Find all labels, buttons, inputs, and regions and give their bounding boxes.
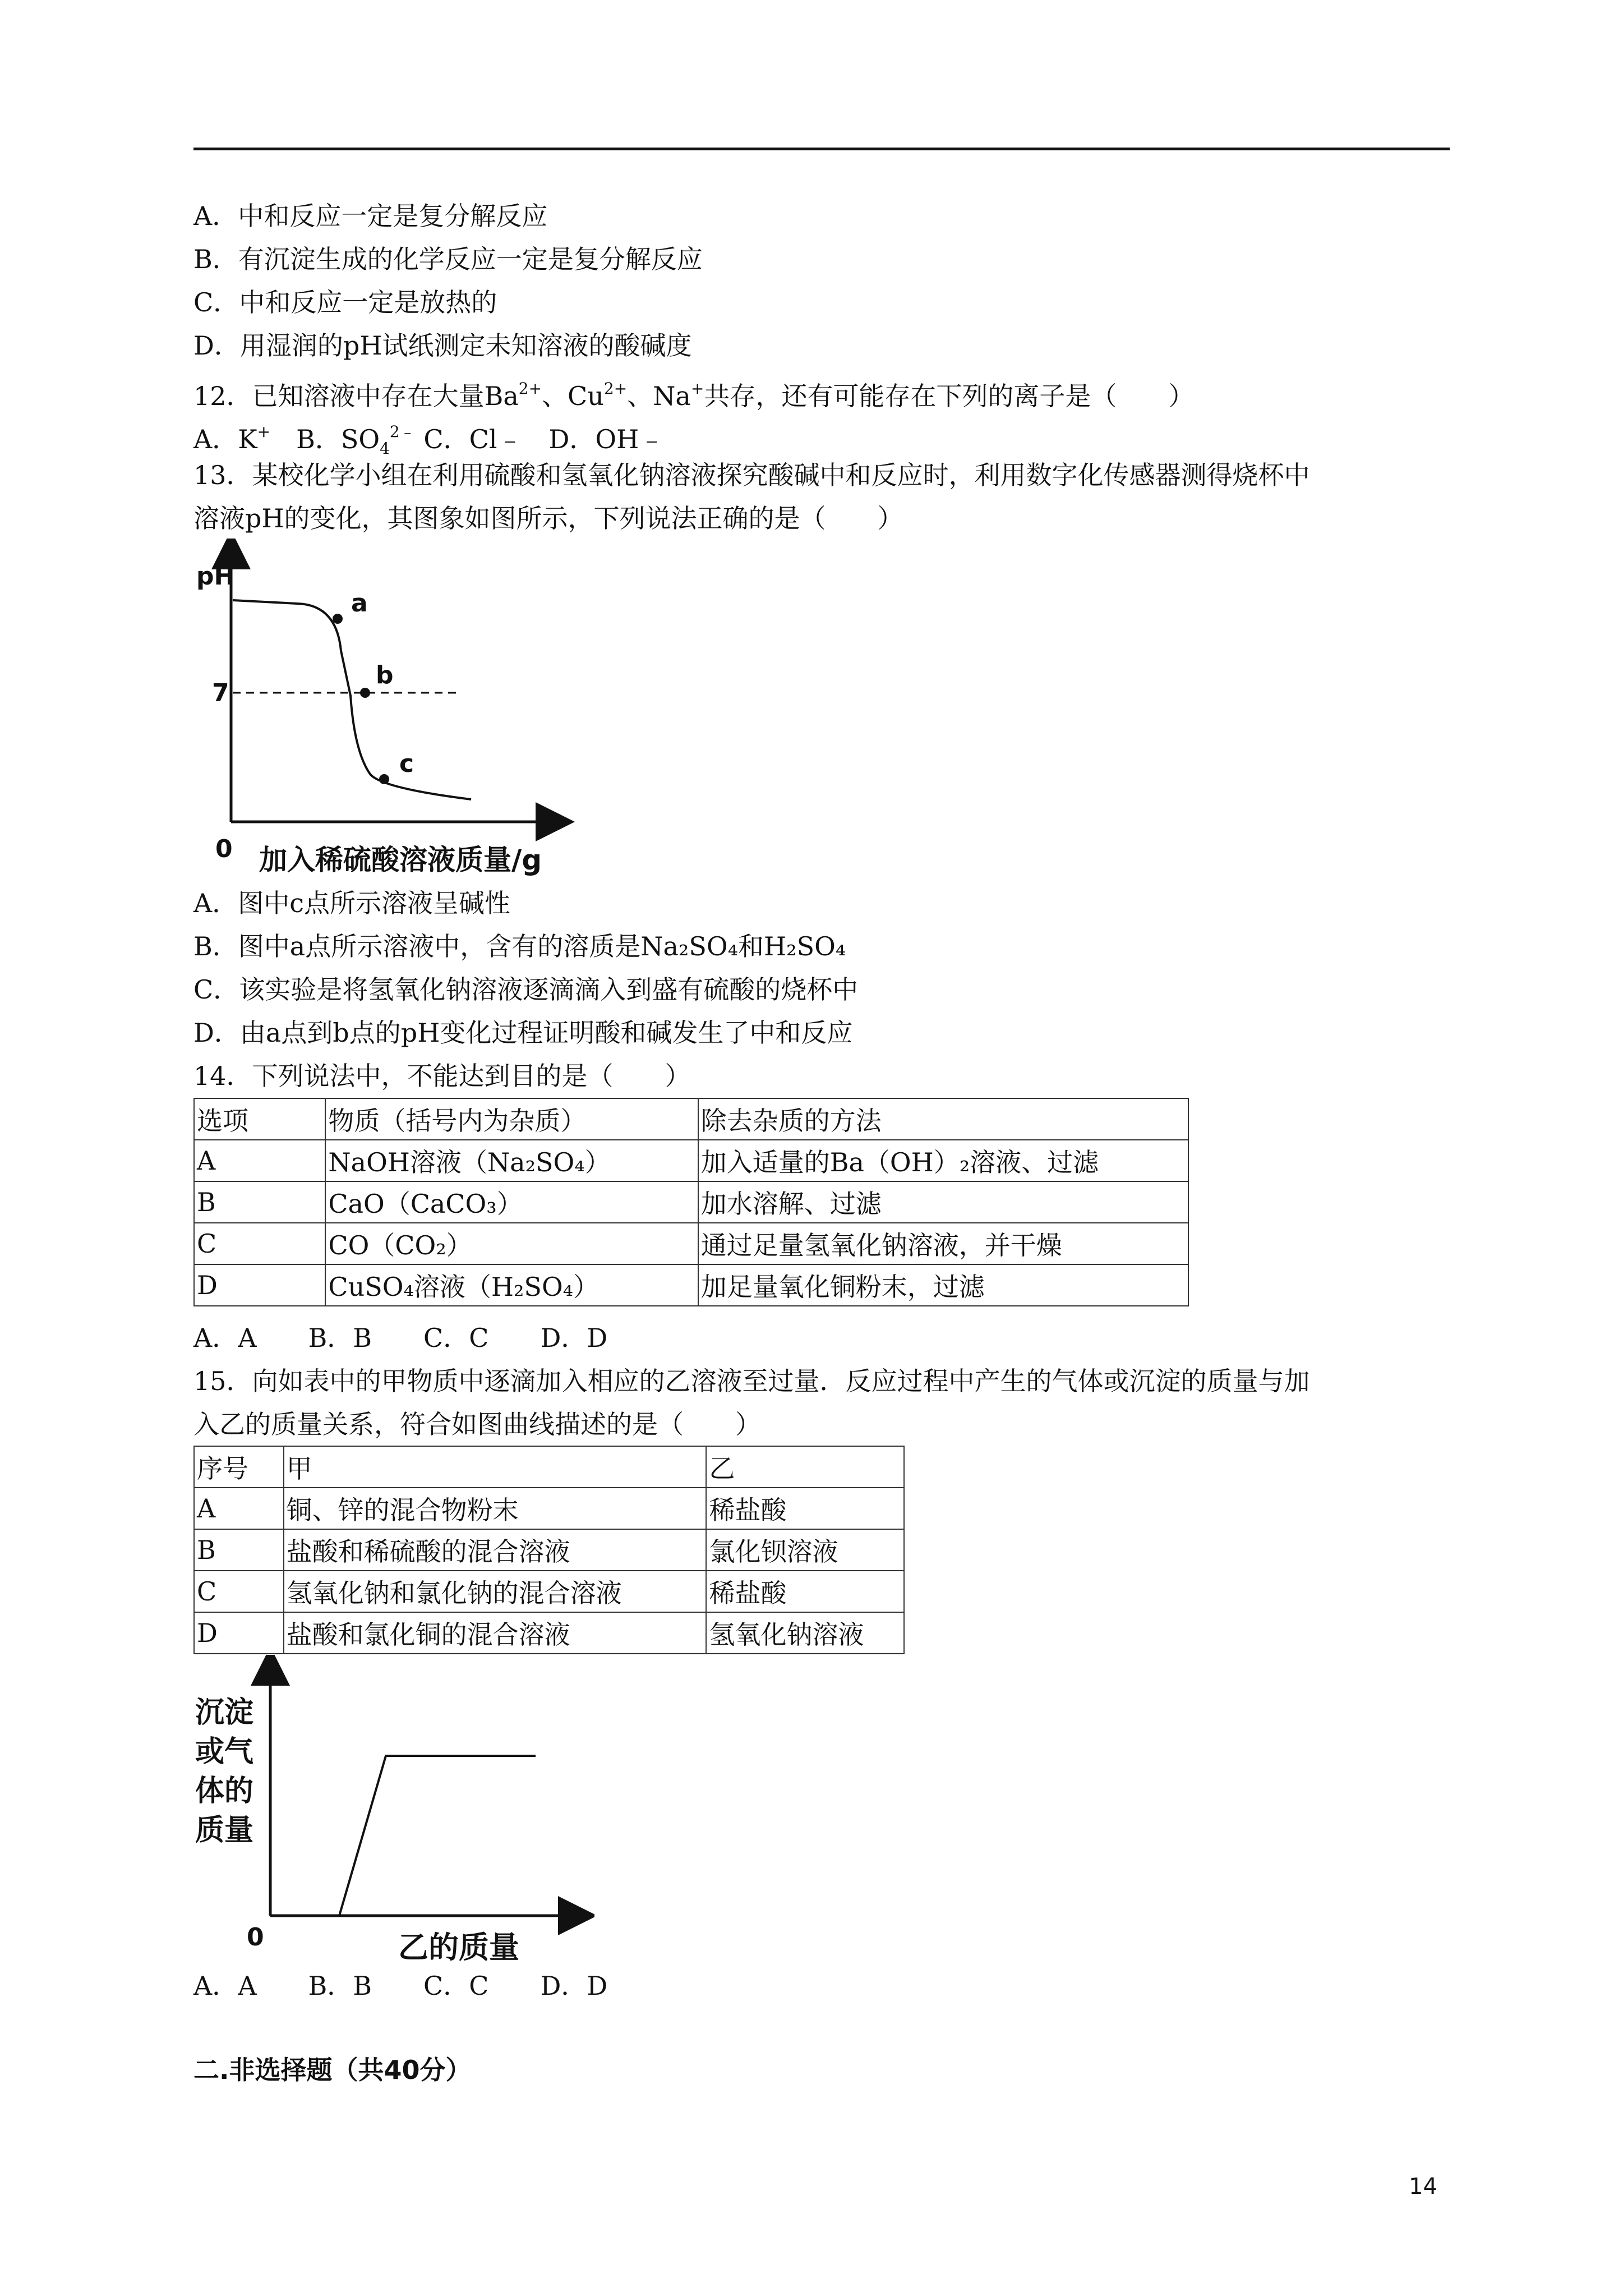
q13-option-d: D．由a点到b点的pH变化过程证明酸和碱发生了中和反应 xyxy=(193,1018,853,1048)
table-row xyxy=(194,1612,904,1654)
page-number: 14 xyxy=(1409,2174,1437,2200)
table-cell: 盐酸和稀硫酸的混合溶液 xyxy=(284,1529,707,1571)
ph7-label: 7 xyxy=(212,679,229,707)
y-axis-label-line4: 质量 xyxy=(195,1814,254,1847)
origin-label: 0 xyxy=(215,835,233,863)
origin-label: 0 xyxy=(247,1923,264,1952)
table-cell: 稀盐酸 xyxy=(706,1571,904,1612)
table-header-row xyxy=(194,1446,904,1488)
table-cell: D xyxy=(194,1612,284,1654)
header-rule xyxy=(193,148,1450,150)
table-cell: A xyxy=(194,1140,325,1181)
table-header-cell: 物质（括号内为杂质） xyxy=(325,1098,698,1140)
y-axis-label-line1: 沉淀 xyxy=(195,1696,254,1729)
table-cell: CuSO₄溶液（H₂SO₄） xyxy=(325,1264,698,1306)
table-row xyxy=(194,1529,904,1571)
q13-option-b: B．图中a点所示溶液中，含有的溶质是Na₂SO₄和H₂SO₄ xyxy=(193,931,846,961)
q13-option-a: A．图中c点所示溶液呈碱性 xyxy=(193,888,510,918)
table-cell: C xyxy=(194,1223,325,1264)
q15-answers: A．A B．B C．C D．D xyxy=(193,1971,608,2001)
point-c xyxy=(379,774,389,784)
table-cell: 加足量氧化铜粉末，过滤 xyxy=(698,1264,1188,1306)
q15-stem-line1: 15．向如表中的甲物质中逐滴加入相应的乙溶液至过量．反应过程中产生的气体或沉淀的质量与加 xyxy=(193,1366,1310,1396)
q12-options: A．K+ B．$SO_4^{2﹣}$ C．Cl﹣ D．OH﹣ xyxy=(193,422,665,458)
point-c-label: c xyxy=(399,749,414,778)
ph-curve-figure xyxy=(191,539,583,886)
table-cell: CaO（CaCO₃） xyxy=(325,1181,698,1223)
q11-option-b: B．有沉淀生成的化学反应一定是复分解反应 xyxy=(193,244,703,274)
q13-stem-line2: 溶液pH的变化，其图象如图所示，下列说法正确的是（ ） xyxy=(193,503,903,533)
table-cell: 加水溶解、过滤 xyxy=(698,1181,1188,1223)
y-axis-label-line2: 或气 xyxy=(195,1735,254,1769)
q13-option-c: C．该实验是将氢氧化钠溶液逐滴滴入到盛有硫酸的烧杯中 xyxy=(193,974,859,1005)
q15-stem-line2: 入乙的质量关系，符合如图曲线描述的是（ ） xyxy=(193,1409,761,1439)
table-cell: B xyxy=(194,1181,325,1223)
x-axis-label: 乙的质量 xyxy=(398,1930,519,1965)
table-cell: 加入适量的Ba（OH）₂溶液、过滤 xyxy=(698,1140,1188,1181)
table-row xyxy=(194,1488,904,1529)
y-axis-label-line3: 体的 xyxy=(195,1774,254,1808)
x-axis-label: 加入稀硫酸溶液质量/g xyxy=(259,844,542,876)
table-header-cell: 甲 xyxy=(284,1446,707,1488)
q14-answers: A．A B．B C．C D．D xyxy=(193,1323,608,1353)
table-cell: B xyxy=(194,1529,284,1571)
table-row xyxy=(194,1223,1188,1264)
table-cell: 盐酸和氯化铜的混合溶液 xyxy=(284,1612,707,1654)
q15-table xyxy=(193,1446,905,1654)
section-2-title: 二.非选择题（共40分） xyxy=(193,2055,472,2085)
table-cell: 氢氧化钠溶液 xyxy=(706,1612,904,1654)
table-header-cell: 乙 xyxy=(706,1446,904,1488)
q12-stem: 12．已知溶液中存在大量$Ba^{2+}$、$Cu^{2+}$、Na+共存，还有可能存在下列的离子是（ ） xyxy=(193,379,1195,411)
q11-option-c: C．中和反应一定是放热的 xyxy=(193,287,497,318)
table-cell: 铜、锌的混合物粉末 xyxy=(284,1488,707,1529)
table-row xyxy=(194,1264,1188,1306)
table-row xyxy=(194,1140,1188,1181)
table-cell: NaOH溶液（Na₂SO₄） xyxy=(325,1140,698,1181)
table-header-cell: 序号 xyxy=(194,1446,284,1488)
table-cell: A xyxy=(194,1488,284,1529)
table-cell: 氢氧化钠和氯化钠的混合溶液 xyxy=(284,1571,707,1612)
table-cell: CO（CO₂） xyxy=(325,1223,698,1264)
table-cell: C xyxy=(194,1571,284,1612)
table-row xyxy=(194,1571,904,1612)
table-header-cell: 选项 xyxy=(194,1098,325,1140)
point-b xyxy=(360,688,370,698)
q11-option-a: A．中和反应一定是复分解反应 xyxy=(193,201,548,231)
table-cell: 稀盐酸 xyxy=(706,1488,904,1529)
table-cell: 氯化钡溶液 xyxy=(706,1529,904,1571)
table-header-row xyxy=(194,1098,1188,1140)
table-row xyxy=(194,1181,1188,1223)
point-b-label: b xyxy=(376,661,394,689)
mass-curve-figure xyxy=(191,1655,594,1969)
ph-curve xyxy=(233,600,471,799)
q11-option-d: D．用湿润的pH试纸测定未知溶液的酸碱度 xyxy=(193,330,692,361)
table-cell: 通过足量氢氧化钠溶液，并干燥 xyxy=(698,1223,1188,1264)
point-a-label: a xyxy=(351,589,368,618)
q14-stem: 14．下列说法中，不能达到目的是（ ） xyxy=(193,1061,691,1091)
q14-table xyxy=(193,1098,1189,1306)
table-cell: D xyxy=(194,1264,325,1306)
y-axis-label: pH xyxy=(196,562,235,591)
point-a xyxy=(333,614,343,624)
q13-stem-line1: 13．某校化学小组在利用硫酸和氢氧化钠溶液探究酸碱中和反应时，利用数字化传感器测得烧杯中 xyxy=(193,460,1310,490)
mass-curve xyxy=(339,1756,536,1916)
table-header-cell: 除去杂质的方法 xyxy=(698,1098,1188,1140)
